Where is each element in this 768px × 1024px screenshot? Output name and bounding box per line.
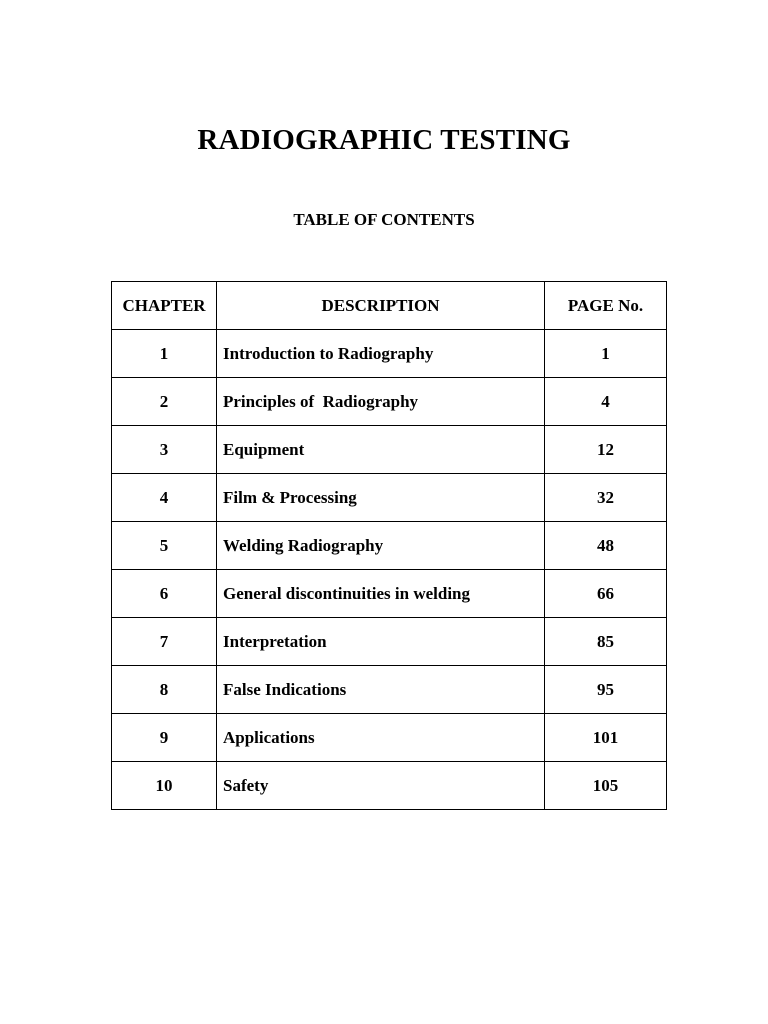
page-number: 105 <box>545 762 667 810</box>
toc-table <box>111 281 667 810</box>
table-row <box>112 714 667 762</box>
chapter-description: Welding Radiography <box>217 522 545 570</box>
chapter-number: 1 <box>112 330 217 378</box>
page-number: 85 <box>545 618 667 666</box>
table-row <box>112 474 667 522</box>
table-row <box>112 330 667 378</box>
table-row <box>112 522 667 570</box>
page-number: 12 <box>545 426 667 474</box>
page-title: RADIOGRAPHIC TESTING <box>197 124 571 156</box>
chapter-description: General discontinuities in welding <box>217 570 545 618</box>
table-row <box>112 762 667 810</box>
table-row <box>112 426 667 474</box>
chapter-number: 10 <box>112 762 217 810</box>
chapter-number: 9 <box>112 714 217 762</box>
page-number: 4 <box>545 378 667 426</box>
page-number: 1 <box>545 330 667 378</box>
page-number: 48 <box>545 522 667 570</box>
page-number: 66 <box>545 570 667 618</box>
header-description: DESCRIPTION <box>217 282 545 330</box>
chapter-description: Safety <box>217 762 545 810</box>
table-row <box>112 378 667 426</box>
chapter-description: Principles of Radiography <box>217 378 545 426</box>
chapter-description: Equipment <box>217 426 545 474</box>
chapter-number: 5 <box>112 522 217 570</box>
chapter-number: 7 <box>112 618 217 666</box>
table-header-row <box>112 282 667 330</box>
page-number: 95 <box>545 666 667 714</box>
chapter-number: 2 <box>112 378 217 426</box>
chapter-description: Applications <box>217 714 545 762</box>
table-row <box>112 666 667 714</box>
chapter-number: 3 <box>112 426 217 474</box>
table-row <box>112 570 667 618</box>
page-number: 101 <box>545 714 667 762</box>
table-row <box>112 618 667 666</box>
chapter-number: 8 <box>112 666 217 714</box>
chapter-description: False Indications <box>217 666 545 714</box>
chapter-description: Film & Processing <box>217 474 545 522</box>
chapter-number: 6 <box>112 570 217 618</box>
chapter-description: Introduction to Radiography <box>217 330 545 378</box>
chapter-number: 4 <box>112 474 217 522</box>
chapter-description: Interpretation <box>217 618 545 666</box>
header-chapter: CHAPTER <box>112 282 217 330</box>
header-page: PAGE No. <box>545 282 667 330</box>
page-number: 32 <box>545 474 667 522</box>
toc-heading: TABLE OF CONTENTS <box>293 210 475 229</box>
